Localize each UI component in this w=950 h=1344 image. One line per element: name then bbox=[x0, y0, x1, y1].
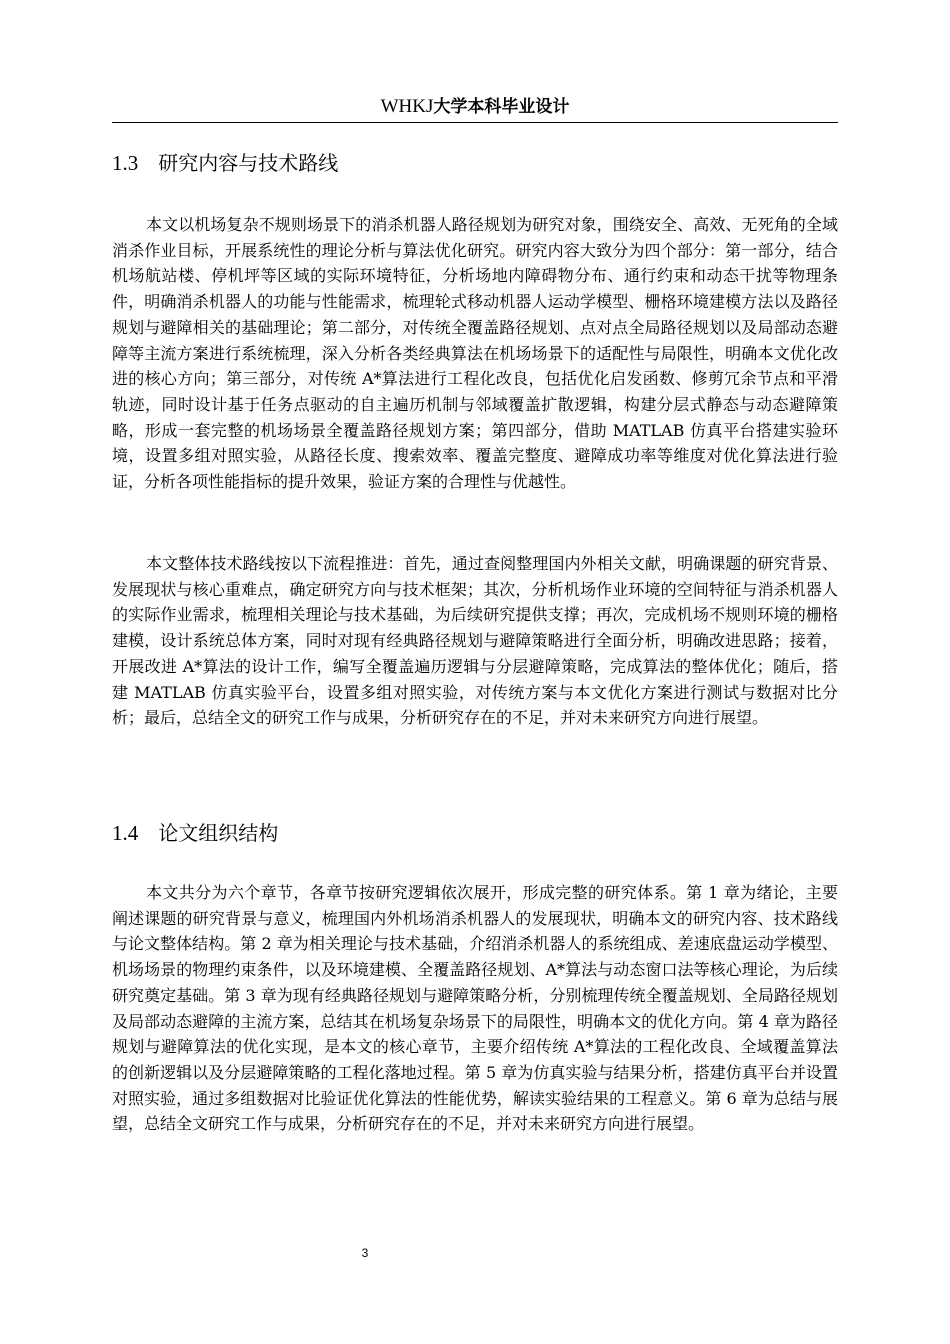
section-title: 研究内容与技术路线 bbox=[158, 151, 339, 175]
page-header bbox=[112, 92, 838, 123]
section-title: 论文组织结构 bbox=[158, 821, 279, 845]
body-paragraph: 本文整体技术路线按以下流程推进：首先，通过查阅整理国内外相关文献，明确课题的研究背景、发展现状与核心重难点，确定研究方向与技术框架；其次，分析机场作业环境的空间特征与消杀机器人的实际作业需求，梳理相关理论与技术基础，为后续研究提供支撑；再次，完成机场不规则环境的栅格建模，设计系统总体方案，同时对现有经典路径规划与避障策略进行全面分析，明确改进思路；接着，开展改进 A*算法的设计工作，编写全覆盖遍历逻辑与分层避障策略，完成算法的整体优化；随后，搭建 MATLAB 仿真实验平台，设置多组对照实验，对传统方案与本文优化方案进行测试与数据对比分析；最后，总结全文的研究工作与成果，分析研究存在的不足，并对未来研究方向进行展望。 bbox=[112, 554, 838, 728]
section-heading bbox=[112, 818, 278, 848]
body-paragraph: 本文共分为六个章节，各章节按研究逻辑依次展开，形成完整的研究体系。第 1 章为绪论，主要阐述课题的研究背景与意义，梳理国内外机场消杀机器人的发展现状，明确本文的研究内容、技术路线与论文整体结构。第 2 章为相关理论与技术基础，介绍消杀机器人的系统组成、差速底盘运动学模型、机场场景的物理约束条件，以及环境建模、全覆盖路径规划、A*算法与动态窗口法等核心理论，为后续研究奠定基础。第 3 章为现有经典路径规划与避障策略分析，分别梳理传统全覆盖规划、全局路径规划及局部动态避障的主流方案，总结其在机场复杂场景下的局限性，明确本文的优化方向。第 4 章为路径规划与避障算法的优化实现，是本文的核心章节，主要介绍传统 A*算法的工程化改良、全域覆盖算法的创新逻辑以及分层避障策略的工程化落地过程。第 5 章为仿真实验与结果分析，搭建仿真平台并设置对照实验，通过多组数据对比验证优化算法的性能优势，解读实验结果的工程意义。第 6 章为总结与展望，总结全文研究工作与成果，分析研究存在的不足，并对未来研究方向进行展望。 bbox=[112, 883, 838, 1134]
body-paragraph: 本文以机场复杂不规则场景下的消杀机器人路径规划为研究对象，围绕安全、高效、无死角的全域消杀作业目标，开展系统性的理论分析与算法优化研究。研究内容大致分为四个部分：第一部分，结合机场航站楼、停机坪等区域的实际环境特征，分析场地内障碍物分布、通行约束和动态干扰等物理条件，明确消杀机器人的功能与性能需求，梳理轮式移动机器人运动学模型、栅格环境建模方法以及路径规划与避障相关的基础理论；第二部分，对传统全覆盖路径规划、点对点全局路径规划以及局部动态避障等主流方案进行系统梳理，深入分析各类经典算法在机场场景下的适配性与局限性，明确本文优化改进的核心方向；第三部分，对传统 A*算法进行工程化改良，包括优化启发函数、修剪冗余节点和平滑轨迹，同时设计基于任务点驱动的自主遍历机制与邻域覆盖扩散逻辑，构建分层式静态与动态避障策略，形成一套完整的机场场景全覆盖路径规划方案；第四部分，借助 MATLAB 仿真平台搭建实验环境，设置多组对照实验，从路径长度、搜索效率、覆盖完整度、避障成功率等维度对优化算法进行验证，分析各项性能指标的提升效果，验证方案的合理性与优越性。 bbox=[112, 215, 838, 492]
section-heading bbox=[112, 148, 338, 178]
header-prefix: WHKJ bbox=[380, 96, 434, 117]
header-title: 大学本科毕业设计 bbox=[433, 97, 570, 117]
section-number: 1.4 bbox=[112, 821, 139, 845]
section-number: 1.3 bbox=[112, 151, 139, 175]
page-number: 3 bbox=[361, 1246, 369, 1260]
